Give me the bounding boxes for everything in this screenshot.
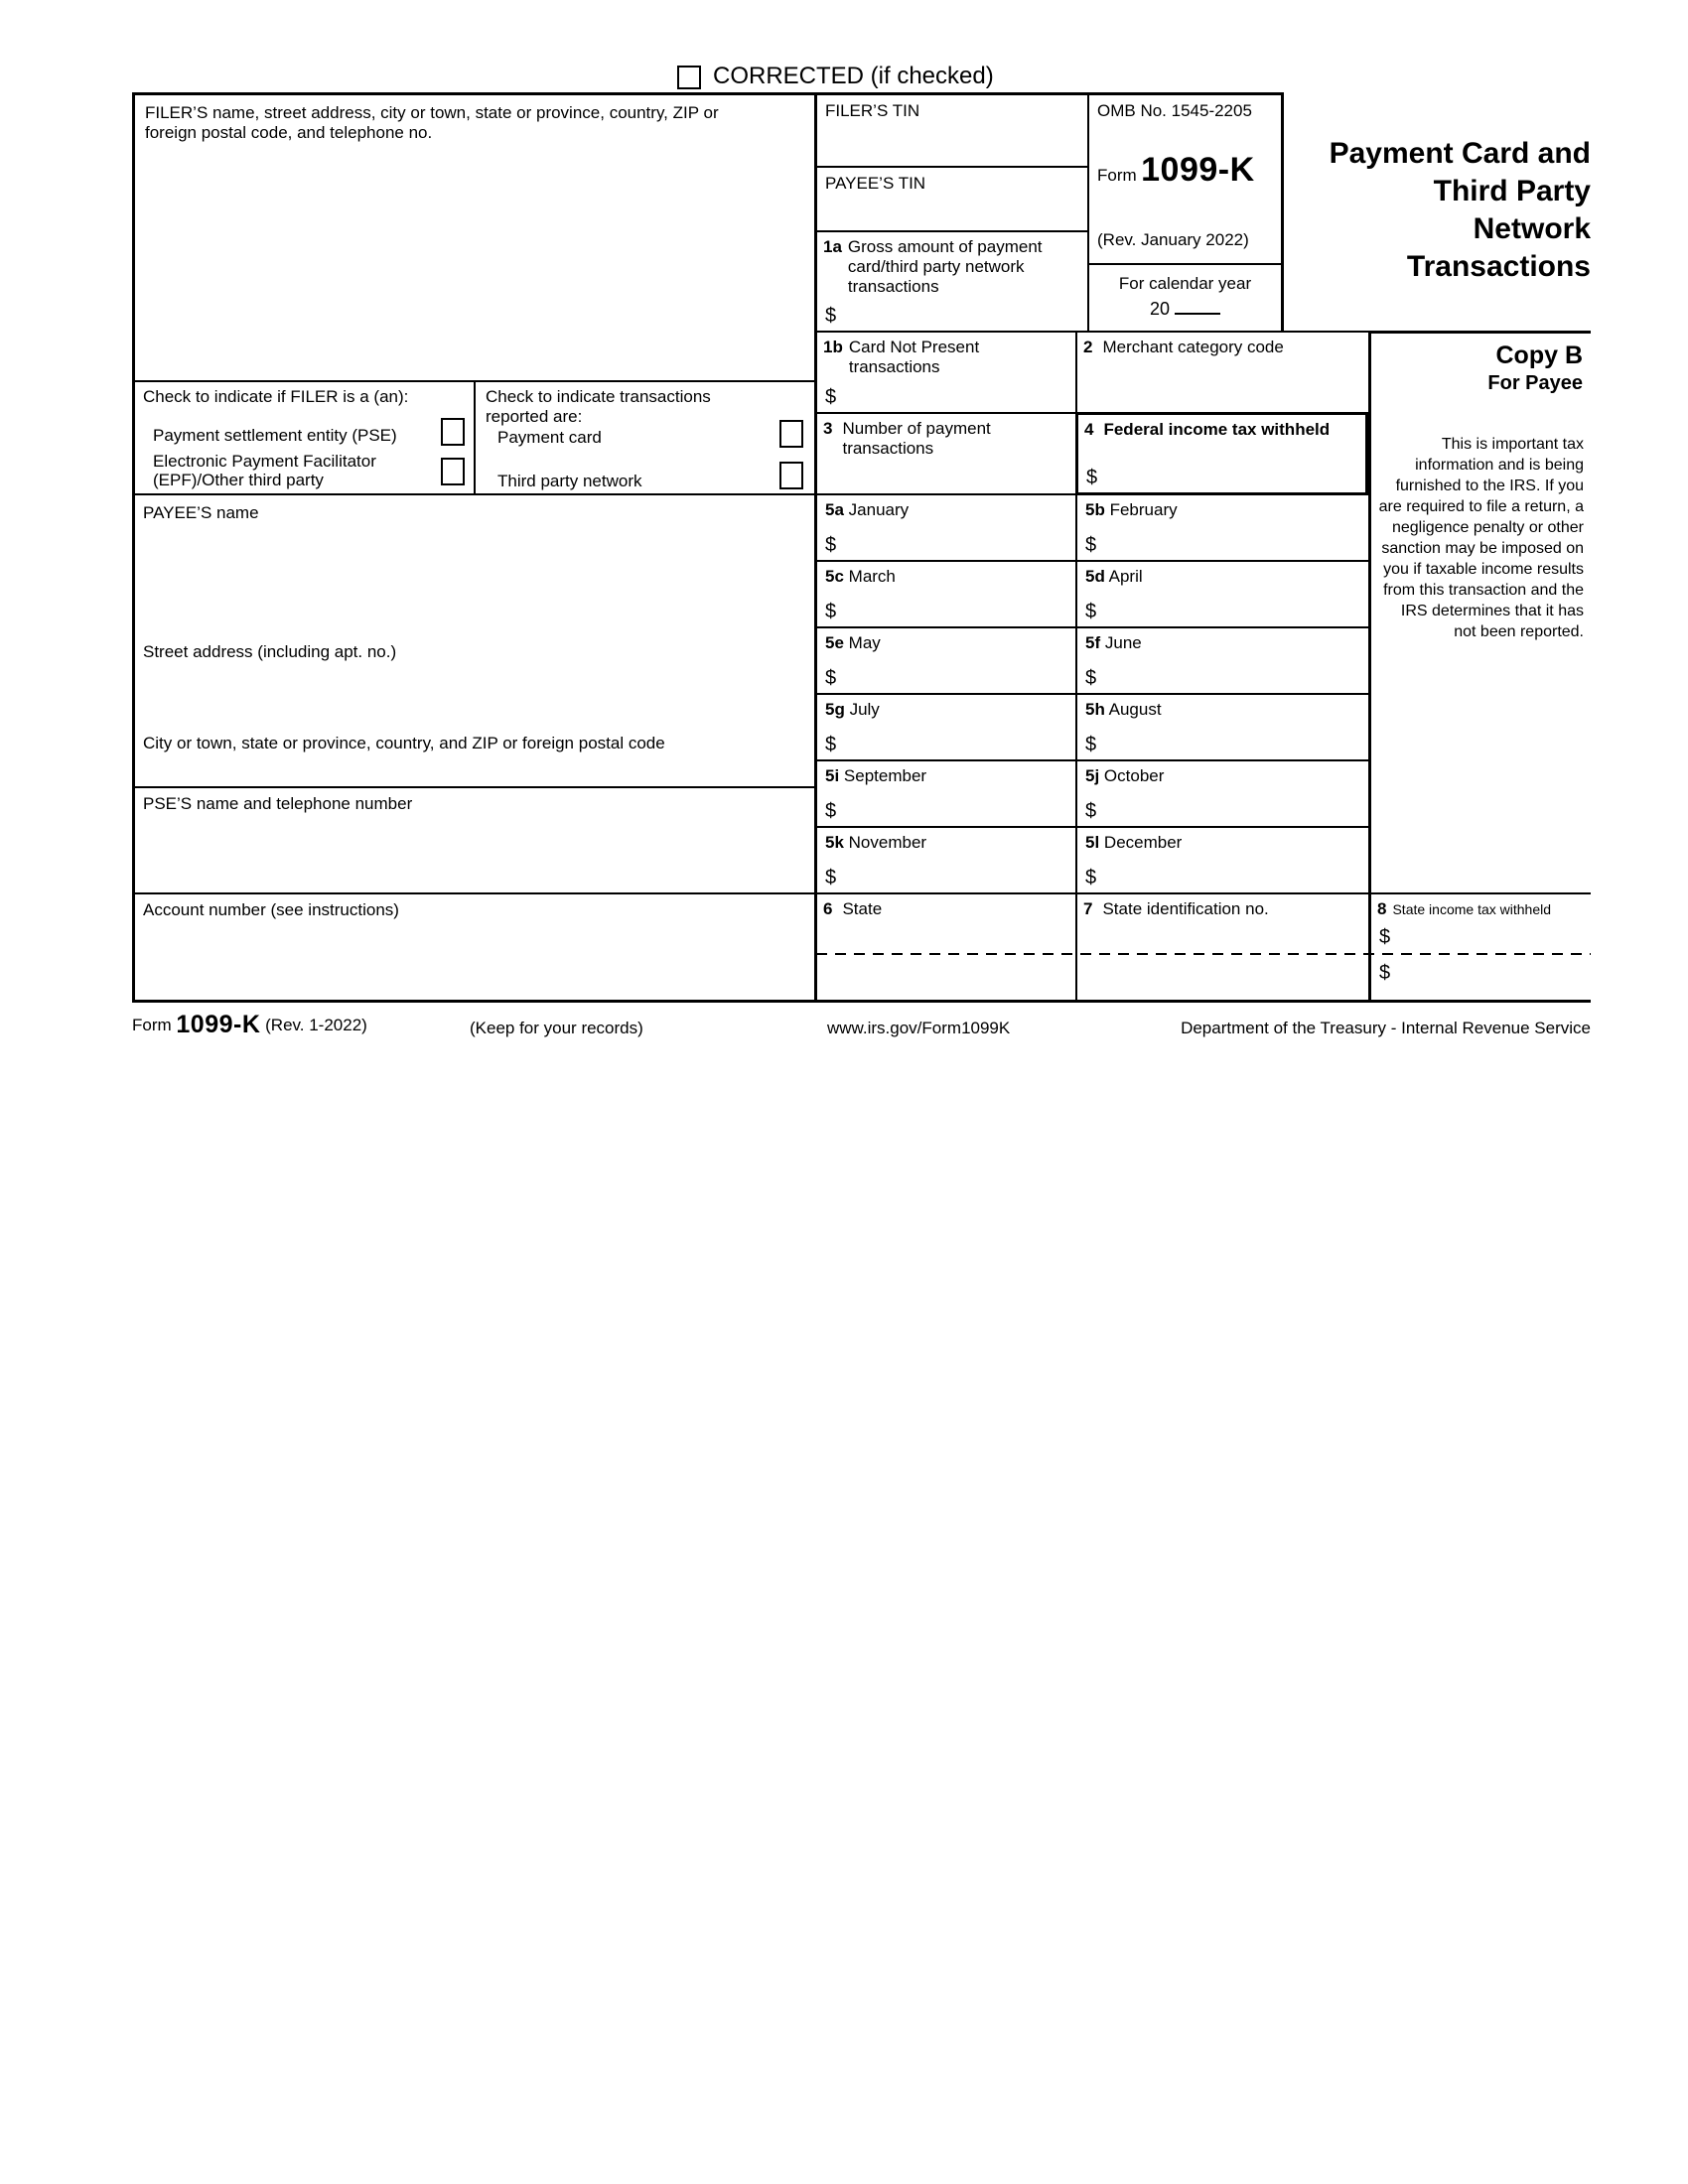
box-5l-month-amount[interactable] <box>1075 826 1368 892</box>
month-label <box>817 695 1075 720</box>
month-label <box>1077 761 1368 786</box>
transaction-type-heading: Check to indicate transactions reported are: <box>486 387 711 426</box>
dollar-sign: $ <box>825 800 837 822</box>
box-number: 5l <box>1085 833 1100 852</box>
month-name: December <box>1103 833 1183 852</box>
epf-option-label: Electronic Payment Facilitator (EPF)/Other third party <box>153 452 376 489</box>
omb-form-box <box>1087 92 1284 263</box>
box-number: 5g <box>825 700 845 719</box>
box-number: 1b <box>823 338 843 356</box>
box-4-federal-income-tax-withheld[interactable] <box>1075 412 1368 495</box>
box-4-label: Federal income tax withheld <box>1103 420 1331 439</box>
dollar-sign: $ <box>1085 800 1097 822</box>
footer-irs-url: www.irs.gov/Form1099K <box>827 1019 1011 1037</box>
footer-form-id <box>132 1011 367 1039</box>
month-name: April <box>1108 567 1143 586</box>
corrected-checkbox[interactable] <box>677 66 701 89</box>
month-label <box>1077 495 1368 520</box>
month-label <box>817 495 1075 520</box>
pse-option-label: Payment settlement entity (PSE) <box>153 426 397 445</box>
form-title-line: Network <box>1473 212 1591 245</box>
box-number: 5k <box>825 833 844 852</box>
filer-tin-box[interactable] <box>814 92 1087 166</box>
box-1a-gross-amount[interactable] <box>814 230 1087 331</box>
dollar-sign: $ <box>825 734 837 755</box>
payee-address-box[interactable] <box>132 493 814 786</box>
copy-designation: Copy B <box>1495 341 1583 369</box>
dollar-sign: $ <box>825 305 837 327</box>
dollar-sign: $ <box>1379 926 1391 948</box>
box-number: 5j <box>1085 766 1100 785</box>
box-5a-month-amount[interactable] <box>814 493 1075 560</box>
box-5b-month-amount[interactable] <box>1075 493 1368 560</box>
filer-tin-label: FILER’S TIN <box>825 101 920 120</box>
box-number: 5i <box>825 766 840 785</box>
box-8-state-income-tax-withheld[interactable] <box>1368 892 1591 1003</box>
dollar-sign: $ <box>1085 667 1097 689</box>
box-number: 2 <box>1083 338 1093 356</box>
account-number-label: Account number (see instructions) <box>143 900 399 919</box>
box-5f-month-amount[interactable] <box>1075 626 1368 693</box>
footer-form-revision: (Rev. 1-2022) <box>265 1016 367 1034</box>
month-name: January <box>848 500 910 519</box>
box-7-state-identification[interactable] <box>1075 892 1368 1003</box>
epf-checkbox[interactable] <box>441 458 465 485</box>
omb-number: OMB No. 1545-2205 <box>1097 101 1252 120</box>
month-label <box>1077 828 1368 853</box>
month-label <box>817 628 1075 653</box>
filer-type-section <box>132 380 474 493</box>
box-number: 8 <box>1377 899 1387 918</box>
box-5c-month-amount[interactable] <box>814 560 1075 626</box>
form-title <box>1289 135 1591 286</box>
dollar-sign: $ <box>1086 467 1098 488</box>
month-label <box>1077 628 1368 653</box>
form-title-line: Payment Card and <box>1329 137 1591 170</box>
dollar-sign: $ <box>825 867 837 888</box>
footer-keep-note: (Keep for your records) <box>470 1019 643 1037</box>
month-name: September <box>843 766 927 785</box>
box-3-label: Number of payment transactions <box>842 419 991 458</box>
form-number: 1099-K <box>1141 151 1255 189</box>
box-number: 5h <box>1085 700 1105 719</box>
footer-department: Department of the Treasury - Internal Revenue Service <box>1181 1019 1591 1037</box>
state-row-dashed-separator <box>816 953 1591 955</box>
dollar-sign: $ <box>1085 534 1097 556</box>
third-party-network-option-label: Third party network <box>497 472 642 490</box>
month-label <box>817 562 1075 587</box>
form-1099k <box>132 60 1599 1042</box>
box-2-label: Merchant category code <box>1102 338 1284 356</box>
dollar-sign: $ <box>1085 867 1097 888</box>
box-2-merchant-category-code[interactable] <box>1075 331 1368 412</box>
month-label <box>817 761 1075 786</box>
calendar-year-label: For calendar year <box>1118 274 1252 293</box>
copy-recipient: For Payee <box>1487 372 1583 394</box>
box-1a-label: Gross amount of payment card/third party network transactions <box>847 237 1043 296</box>
box-5j-month-amount[interactable] <box>1075 759 1368 826</box>
filer-name-address-box[interactable] <box>132 92 814 380</box>
box-number: 5d <box>1085 567 1105 586</box>
month-name: February <box>1109 500 1178 519</box>
month-label <box>1077 562 1368 587</box>
pse-checkbox[interactable] <box>441 418 465 446</box>
dollar-sign: $ <box>825 601 837 622</box>
month-label <box>817 828 1075 853</box>
form-footer <box>132 1011 1591 1044</box>
box-1b-card-not-present[interactable] <box>814 331 1075 412</box>
month-name: October <box>1103 766 1165 785</box>
calendar-year-prefix: 20 <box>1149 299 1171 319</box>
form-number-line <box>1097 151 1255 190</box>
pse-name-label: PSE’S name and telephone number <box>143 794 413 813</box>
box-1b-label: Card Not Present transactions <box>848 338 980 376</box>
form-revision: (Rev. January 2022) <box>1097 230 1249 249</box>
payee-street-label: Street address (including apt. no.) <box>143 642 397 661</box>
box-number: 5a <box>825 500 844 519</box>
calendar-year-value <box>1089 299 1281 320</box>
dollar-sign: $ <box>1085 601 1097 622</box>
calendar-year-blank[interactable] <box>1175 313 1220 315</box>
filer-type-heading: Check to indicate if FILER is a (an): <box>143 387 409 406</box>
box-number: 5b <box>1085 500 1105 519</box>
account-number-box[interactable] <box>132 892 814 1003</box>
month-name: August <box>1108 700 1162 719</box>
dollar-sign: $ <box>825 534 837 556</box>
payee-tin-box[interactable] <box>814 166 1087 230</box>
payment-card-option-label: Payment card <box>497 428 602 447</box>
corrected-label: CORRECTED (if checked) <box>713 63 994 89</box>
filer-name-address-label: FILER’S name, street address, city or town, state or province, country, ZIP or foreign postal code, and telephone no. <box>145 103 719 142</box>
box-number: 5f <box>1085 633 1101 652</box>
box-7-label: State identification no. <box>1102 899 1269 918</box>
payment-card-checkbox[interactable] <box>779 420 803 448</box>
month-name: May <box>848 633 881 652</box>
box-number: 4 <box>1084 420 1094 439</box>
dollar-sign: $ <box>825 386 837 408</box>
dollar-sign: $ <box>825 667 837 689</box>
copy-b-notice: This is important tax information and is being furnished to the IRS. If you are required to file a return, a negligence penalty or other sanction may be imposed on you if taxable income results from this transaction and the IRS determines that it has not been reported. <box>1378 436 1584 640</box>
third-party-network-checkbox[interactable] <box>779 462 803 489</box>
form-word: Form <box>1097 166 1137 185</box>
form-title-line: Third Party <box>1433 175 1591 207</box>
transaction-type-section <box>474 380 814 493</box>
box-number: 5c <box>825 567 844 586</box>
box-3-number-of-transactions[interactable] <box>814 412 1075 493</box>
calendar-year-box[interactable] <box>1087 263 1284 331</box>
pse-name-box[interactable] <box>132 786 814 892</box>
form-title-line: Transactions <box>1406 250 1591 283</box>
box-5g-month-amount[interactable] <box>814 693 1075 759</box>
box-5i-month-amount[interactable] <box>814 759 1075 826</box>
box-number: 1a <box>823 237 842 256</box>
box-number: 6 <box>823 899 833 918</box>
box-5d-month-amount[interactable] <box>1075 560 1368 626</box>
payee-city-label: City or town, state or province, country, and ZIP or foreign postal code <box>143 734 665 752</box>
month-name: June <box>1104 633 1142 652</box>
month-name: November <box>848 833 927 852</box>
box-6-state[interactable] <box>814 892 1075 1003</box>
footer-form-word: Form <box>132 1016 172 1034</box>
footer-form-number: 1099-K <box>176 1011 261 1038</box>
month-label <box>1077 695 1368 720</box>
box-5h-month-amount[interactable] <box>1075 693 1368 759</box>
box-5e-month-amount[interactable] <box>814 626 1075 693</box>
dollar-sign: $ <box>1379 962 1391 984</box>
box-8-label: State income tax withheld <box>1392 901 1551 917</box>
box-number: 7 <box>1083 899 1093 918</box>
box-6-label: State <box>842 899 883 918</box>
dollar-sign: $ <box>1085 734 1097 755</box>
month-name: July <box>849 700 880 719</box>
month-name: March <box>848 567 896 586</box>
payee-name-label: PAYEE’S name <box>143 503 259 522</box>
box-5k-month-amount[interactable] <box>814 826 1075 892</box>
box-number: 5e <box>825 633 844 652</box>
payee-tin-label: PAYEE’S TIN <box>825 174 926 193</box>
box-number: 3 <box>823 419 833 438</box>
